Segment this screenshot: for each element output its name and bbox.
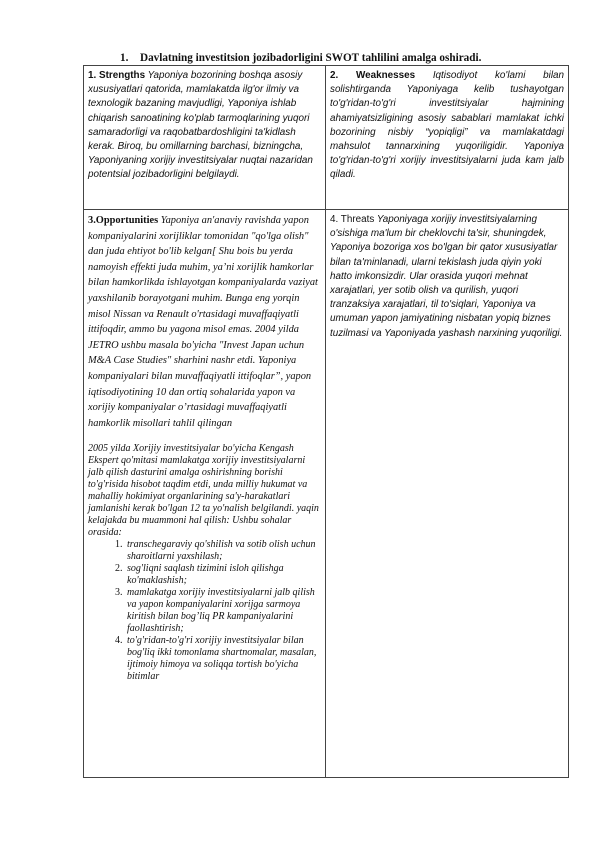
list-item: 3. mamlakatga xorijiy investitsiyalarni jalb qilish va yapon kompaniyalarini xorijga sarmoya kiritish bilan bog’liq PR kampaniyalarini faollashtirish; (125, 587, 321, 635)
threats-label: 4. Threats (330, 214, 375, 225)
list-item: 2. sog'liqni saqlash tizimini isloh qilishga ko'maklashish; (125, 563, 321, 587)
strengths-text: Yaponiya bozorining boshqa asosiy xususiyatlari qatorida, mamlakatda ilg'or ilmiy va texnologik bazaning mavjudligi, Yaponiya ishlab chiqarish sanoatining ko'plab tarmoqlarining yuqori samaradorligi va raqobatbardoshligini ta'kidlash kerak. Biroq, bu omillarning barchasi, bizningcha, Yaponiyaning xorijiy investitsiyalar nuqtai nazaridan potentsial jozibadorligini belgilaydi. (88, 70, 313, 181)
weaknesses-cell (326, 66, 569, 210)
threats-content (330, 213, 564, 341)
list-item: 1. transchegaraviy qo'shilish va sotib olish uchun sharoitlarni yaxshilash; (125, 539, 321, 563)
threats-cell (326, 210, 569, 778)
weaknesses-label: 2. Weaknesses (330, 70, 416, 81)
opportunities-cell (84, 210, 326, 778)
strengths-cell (84, 66, 326, 210)
threats-text: Yaponiyaga xorijiy investitsiyalarning o'sishiga ma'lum bir cheklovchi ta'sir, shuningdek, Yaponiya bozoriga xos bo'lgan bir qator xususiyatlar bilan ta'minlanadi, ularni tekislash juda qiyin yoki hatto imkonsizdir. Ular orasida yuqori mehnat xarajatlari, yer sotib olish va qurilish, yuqori tranzaksiya xarajatlari, til to'siqlari, Yaponiya va umuman yapon jamiyatining nisbatan yopiq biznes tuzilmasi va Yaponiyada yashash narxining yuqoriligi. (330, 214, 563, 339)
section-heading (120, 52, 580, 64)
strengths-content (88, 69, 321, 183)
strengths-label: 1. Strengths (88, 70, 146, 81)
weaknesses-content (330, 69, 564, 183)
opportunities-content (88, 213, 321, 431)
opportunities-label: 3.Opportunities (88, 215, 159, 226)
threats-label-wrap (330, 214, 374, 225)
swot-row-top (84, 66, 569, 210)
swot-row-bottom (84, 210, 569, 778)
opportunities-text-2: 2005 yilda Xorijiy investitsiyalar bo'yicha Kengash Ekspert qo'mitasi mamlakatga xorijiy investitsiyalarni jalb qilish dasturini amalga oshirishning borishi to'g'risida hisobot taqdim etdi, unda milliy hukumat va mahalliy hokimiyat organlarining sa'y-harakatlari jamlanishi kerak bo'lgan 12 ta yo'nalish belgilandi. yaqin kelajakda bu muammoni hal qilish: Ushbu sohalar orasida: (88, 443, 319, 539)
heading-text: Davlatning investitsion jozibadorligini SWOT tahlilini amalga oshiradi. (140, 52, 482, 64)
heading-number: 1. (120, 52, 129, 64)
opportunities-text: Yaponiya an'anaviy ravishda yapon kompaniyalarini xorijliklar tomonidan "qo'lga olish" dan juda ehtiyot bo'lib kelgan[ Shu bois bu yerda namoyish effekti juda muhim, ya’ni xorijlik hamkorlar bilan hamkorlikda ishlayotgan kompaniyalarda vaziyat yaxshilanib borayotgani muhim. Bunga eng yorqin misol Nissan va Renault o'rtasidagi muvaffaqiyatli ittifoqdir, ammo bu yagona misol emas. 2004 yilda JETRO ushbu masala bo'yicha "Invest Japan uchun M&A Case Studies" sharhini nashr etdi. Yaponiya kompaniyalari bilan muvaffaqiyatli ittifoqlar”, yapon iqtisodiyotining 10 dan ortiq sohalarida yapon va xorijiy kompaniyalar o’rtasidagi muvaffaqiyatli hamkorlik misollari tahlil qilingan (88, 215, 318, 429)
list-item: 4. to'g'ridan-to'g'ri xorijiy investitsiyalar bilan bog'liq ikki tomonlama shartnomalar, masalan, ijtimoiy himoya va soliqqa tortish bo'yicha bitimlar (125, 635, 321, 683)
swot-table (83, 65, 569, 778)
weaknesses-text: Iqtisodiyot ko'lami bilan solishtirganda Yaponiyaga kelib tushayotgan to'g'ridan-to'g'ri investitsiyalar hajmining ahamiyatsizligining asosiy sabablari mamlakat ichki bozorining nisbiy “yopiqligi” va mamlakatdagi mahsulot tannarxining yuqoriligidir. Yaponiya to'g'ridan-to'g'ri xorijiy investitsiyalarni juda kam jalb qiladi. (330, 70, 565, 181)
opportunities-list (88, 539, 321, 683)
